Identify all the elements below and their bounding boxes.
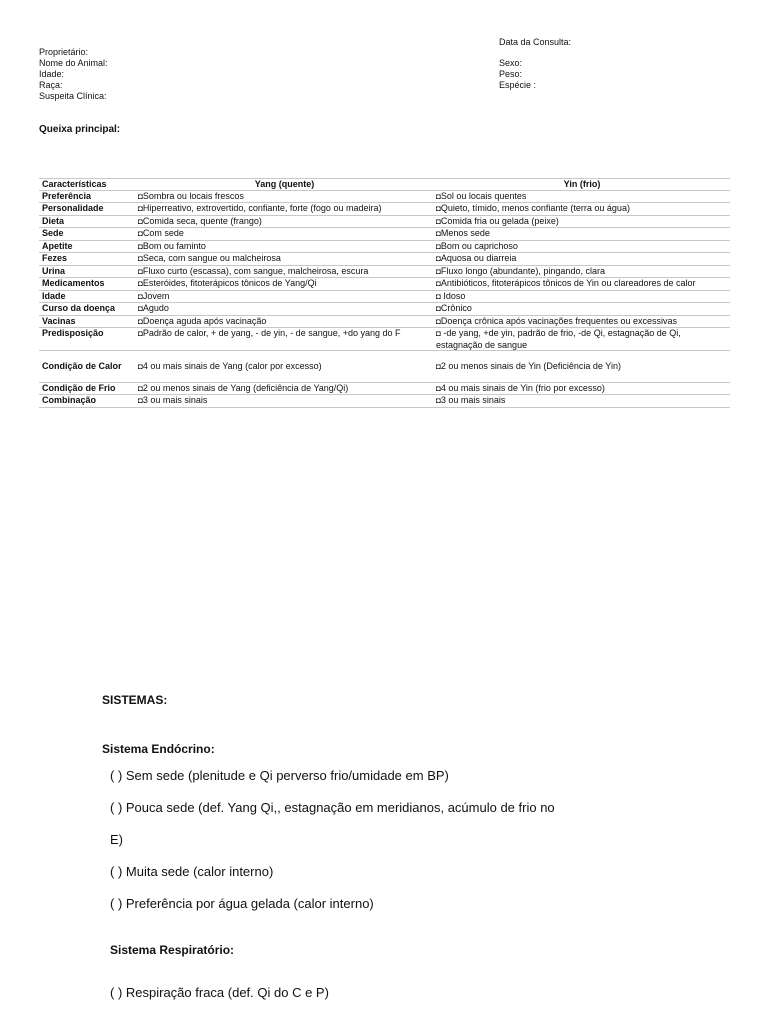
cell-text: 2 ou menos sinais de Yang (deficiência de Yang/Qi) bbox=[142, 382, 349, 393]
table-row bbox=[39, 382, 730, 395]
checkbox-icon[interactable]: ◘ bbox=[138, 291, 143, 301]
checkbox-icon[interactable]: ◘ bbox=[436, 216, 441, 226]
yin-cell bbox=[433, 303, 730, 316]
cell-text: Menos sede bbox=[440, 228, 490, 238]
checkbox-icon[interactable]: ◘ bbox=[436, 291, 441, 301]
checkbox-icon[interactable]: ◘ bbox=[436, 229, 441, 238]
table-row bbox=[39, 228, 730, 241]
checkbox-icon[interactable]: ◘ bbox=[436, 279, 441, 288]
main-complaint-label: Queixa principal: bbox=[39, 124, 121, 135]
cell-text: Fluxo curto (escassa), com sangue, malcheirosa, escura bbox=[142, 265, 369, 276]
yin-yang-characteristics-table bbox=[39, 178, 730, 408]
row-label: Curso da doença bbox=[39, 303, 135, 316]
sex-label: Sexo: bbox=[499, 58, 523, 68]
checkbox-icon[interactable]: ◘ bbox=[138, 241, 143, 251]
consult-date-label: Data da Consulta: bbox=[499, 37, 572, 47]
yin-cell bbox=[433, 253, 730, 266]
species-label: Espécie : bbox=[499, 80, 537, 90]
checkbox-icon[interactable]: ◘ bbox=[138, 204, 143, 213]
yang-cell bbox=[135, 190, 433, 203]
checkbox-icon[interactable]: ◘ bbox=[436, 316, 441, 326]
yang-cell bbox=[135, 278, 433, 291]
yin-cell bbox=[433, 240, 730, 253]
yang-cell bbox=[135, 315, 433, 328]
cell-text: 3 ou mais sinais bbox=[142, 395, 208, 405]
yin-cell bbox=[433, 382, 730, 395]
checkbox-icon[interactable]: ◘ bbox=[436, 254, 441, 263]
cell-text: Esteróides, fitoterápicos tônicos de Yang/Qi bbox=[142, 278, 317, 288]
option-weak-breathing: ( ) Respiração fraca (def. Qi do C e P) bbox=[110, 985, 329, 1000]
yang-cell bbox=[135, 382, 433, 395]
table-row bbox=[39, 303, 730, 316]
row-label: Medicamentos bbox=[39, 278, 135, 291]
row-label: Predisposição bbox=[39, 328, 135, 351]
patient-info-fields bbox=[39, 47, 108, 102]
option-little-thirst-cont: E) bbox=[110, 832, 123, 847]
row-label: Condição de Calor bbox=[39, 351, 135, 383]
yang-cell bbox=[135, 328, 433, 351]
owner-label: Proprietário: bbox=[39, 47, 89, 57]
yin-cell bbox=[433, 215, 730, 228]
age-label: Idade: bbox=[39, 69, 65, 79]
checkbox-icon[interactable]: ◘ bbox=[436, 362, 441, 371]
option-cold-water: ( ) Preferência por água gelada (calor interno) bbox=[110, 896, 374, 911]
checkbox-icon[interactable]: ◘ bbox=[138, 254, 143, 263]
breed-label: Raça: bbox=[39, 80, 63, 90]
table-row bbox=[39, 253, 730, 266]
cell-text: Jovem bbox=[142, 290, 170, 301]
cell-text: Sombra ou locais frescos bbox=[142, 190, 244, 201]
animal-name-label: Nome do Animal: bbox=[39, 58, 108, 68]
yang-cell bbox=[135, 303, 433, 316]
cell-text: Comida seca, quente (frango) bbox=[142, 215, 262, 226]
checkbox-icon[interactable]: ◘ bbox=[436, 266, 441, 276]
cell-text: Crônico bbox=[440, 303, 472, 313]
checkbox-icon[interactable]: ◘ bbox=[436, 304, 441, 313]
cell-text: Idoso bbox=[440, 290, 466, 301]
header-yang: Yang (quente) bbox=[135, 179, 433, 191]
systems-section bbox=[102, 693, 722, 1001]
row-label: Idade bbox=[39, 290, 135, 303]
checkbox-icon[interactable]: ◘ bbox=[138, 329, 143, 338]
table-row bbox=[39, 240, 730, 253]
table-row bbox=[39, 328, 730, 351]
table-row bbox=[39, 395, 730, 408]
yin-cell bbox=[433, 190, 730, 203]
yang-cell bbox=[135, 290, 433, 303]
cell-text: Agudo bbox=[142, 303, 169, 313]
cell-text: Sol ou locais quentes bbox=[440, 190, 527, 201]
cell-text: Doença crônica após vacinações frequentes ou excessivas bbox=[440, 315, 677, 326]
checkbox-icon[interactable]: ◘ bbox=[436, 329, 441, 338]
yang-cell bbox=[135, 253, 433, 266]
yang-cell bbox=[135, 228, 433, 241]
yin-cell bbox=[433, 290, 730, 303]
table-row bbox=[39, 315, 730, 328]
yin-cell bbox=[433, 395, 730, 408]
consultation-info-fields bbox=[499, 37, 571, 91]
cell-text: Hiperreativo, extrovertido, confiante, forte (fogo ou madeira) bbox=[142, 203, 382, 213]
cell-text: 4 ou mais sinais de Yang (calor por excesso) bbox=[142, 361, 322, 371]
header-characteristics: Características bbox=[39, 179, 135, 191]
cell-text: Doença aguda após vacinação bbox=[142, 315, 267, 326]
yin-cell bbox=[433, 351, 730, 383]
table-body bbox=[39, 190, 730, 407]
yin-cell bbox=[433, 203, 730, 216]
row-label: Apetite bbox=[39, 240, 135, 253]
cell-text: 3 ou mais sinais bbox=[440, 395, 506, 405]
checkbox-icon[interactable]: ◘ bbox=[436, 396, 441, 405]
row-label: Personalidade bbox=[39, 203, 135, 216]
row-label: Preferência bbox=[39, 190, 135, 203]
row-label: Fezes bbox=[39, 253, 135, 266]
weight-label: Peso: bbox=[499, 69, 523, 79]
cell-text: Fluxo longo (abundante), pingando, clara bbox=[440, 265, 605, 276]
yin-cell bbox=[433, 328, 730, 351]
yang-cell bbox=[135, 215, 433, 228]
row-label: Dieta bbox=[39, 215, 135, 228]
yang-cell bbox=[135, 240, 433, 253]
checkbox-icon[interactable]: ◘ bbox=[138, 216, 143, 226]
checkbox-icon[interactable]: ◘ bbox=[436, 191, 441, 201]
yin-cell bbox=[433, 278, 730, 291]
checkbox-icon[interactable]: ◘ bbox=[138, 279, 143, 288]
row-label: Urina bbox=[39, 265, 135, 278]
cell-text: Quieto, tímido, menos confiante (terra ou água) bbox=[440, 203, 630, 213]
checkbox-icon[interactable]: ◘ bbox=[138, 304, 143, 313]
cell-text: -de yang, +de yin, padrão de frio, -de Qi, estagnação de Qi, estagnação de sangue bbox=[436, 328, 681, 350]
checkbox-icon[interactable]: ◘ bbox=[138, 229, 143, 238]
cell-text: Aquosa ou diarreia bbox=[440, 253, 517, 263]
yang-cell bbox=[135, 395, 433, 408]
cell-text: Bom ou caprichoso bbox=[440, 240, 518, 251]
checkbox-icon[interactable]: ◘ bbox=[436, 241, 441, 251]
row-label: Sede bbox=[39, 228, 135, 241]
row-label: Combinação bbox=[39, 395, 135, 408]
table-row bbox=[39, 190, 730, 203]
option-no-thirst: ( ) Sem sede (plenitude e Qi perverso frio/umidade em BP) bbox=[110, 768, 449, 783]
checkbox-icon[interactable]: ◘ bbox=[436, 383, 441, 393]
table-row bbox=[39, 290, 730, 303]
cell-text: Padrão de calor, + de yang, - de yin, - de sangue, +do yang do F bbox=[142, 328, 401, 338]
checkbox-icon[interactable]: ◘ bbox=[138, 362, 143, 371]
row-label: Condição de Frio bbox=[39, 382, 135, 395]
option-much-thirst: ( ) Muita sede (calor interno) bbox=[110, 864, 274, 879]
checkbox-icon[interactable]: ◘ bbox=[138, 396, 143, 405]
option-little-thirst: ( ) Pouca sede (def. Yang Qi,, estagnação em meridianos, acúmulo de frio no bbox=[110, 800, 555, 815]
yin-cell bbox=[433, 228, 730, 241]
respiratory-system-title: Sistema Respiratório: bbox=[110, 943, 235, 957]
cell-text: Seca, com sangue ou malcheirosa bbox=[142, 253, 281, 263]
checkbox-icon[interactable]: ◘ bbox=[138, 191, 143, 201]
table-row bbox=[39, 351, 730, 383]
checkbox-icon[interactable]: ◘ bbox=[436, 204, 441, 213]
clinical-suspicion-label: Suspeita Clínica: bbox=[39, 91, 107, 101]
row-label: Vacinas bbox=[39, 315, 135, 328]
cell-text: Antibióticos, fitoterápicos tônicos de Yin ou clareadores de calor bbox=[440, 278, 696, 288]
checkbox-icon[interactable]: ◘ bbox=[138, 266, 143, 276]
cell-text: 4 ou mais sinais de Yin (frio por excesso) bbox=[440, 382, 605, 393]
table-row bbox=[39, 265, 730, 278]
cell-text: Com sede bbox=[142, 228, 184, 238]
yang-cell bbox=[135, 351, 433, 383]
yin-cell bbox=[433, 315, 730, 328]
table-row bbox=[39, 215, 730, 228]
table-header-row bbox=[39, 179, 730, 191]
checkbox-icon[interactable]: ◘ bbox=[138, 383, 143, 393]
table-row bbox=[39, 203, 730, 216]
systems-title: SISTEMAS: bbox=[102, 693, 168, 707]
yin-cell bbox=[433, 265, 730, 278]
cell-text: 2 ou menos sinais de Yin (Deficiência de Yin) bbox=[440, 361, 621, 371]
cell-text: Bom ou faminto bbox=[142, 240, 206, 251]
yang-cell bbox=[135, 265, 433, 278]
header-yin: Yin (frio) bbox=[433, 179, 730, 191]
endocrine-system-title: Sistema Endócrino: bbox=[102, 742, 215, 756]
checkbox-icon[interactable]: ◘ bbox=[138, 316, 143, 326]
yang-cell bbox=[135, 203, 433, 216]
table-row bbox=[39, 278, 730, 291]
cell-text: Comida fria ou gelada (peixe) bbox=[440, 215, 559, 226]
